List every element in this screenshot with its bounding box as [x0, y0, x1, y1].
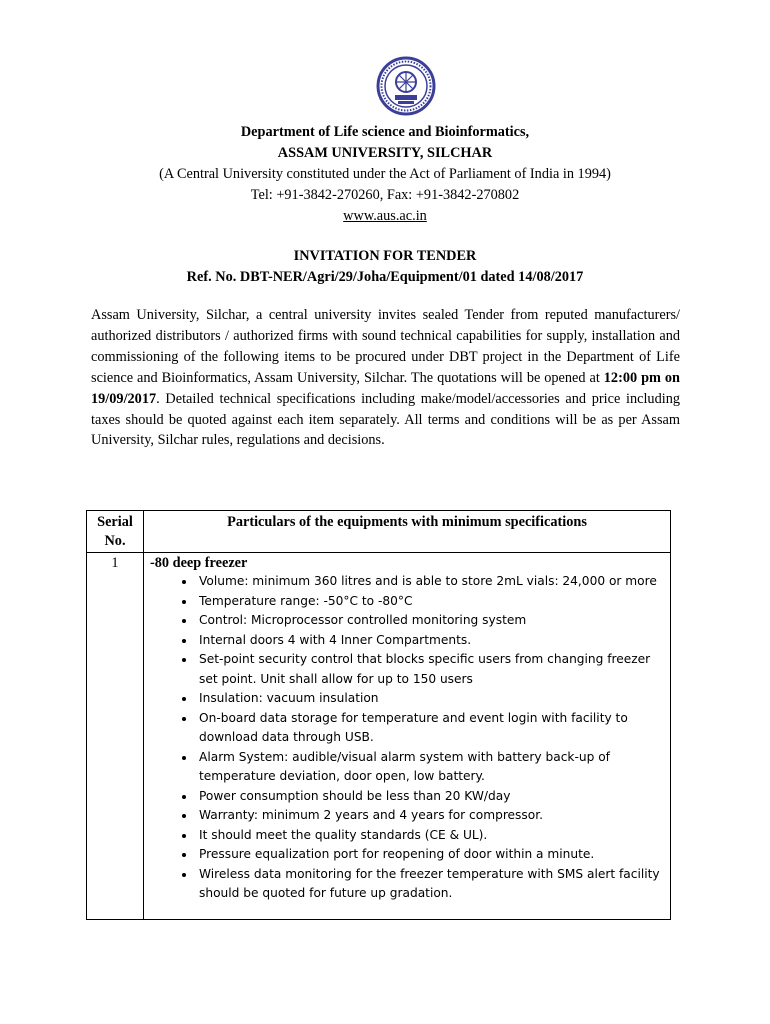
university-name: ASSAM UNIVERSITY, SILCHAR	[277, 145, 493, 161]
equipment-table	[86, 510, 671, 920]
spec-item: • Temperature range: -50°C to -80°C	[196, 592, 664, 612]
spec-item: • Set-point security control that blocks specific users from changing freezer set point. Unit shall allow for up to 150 users	[196, 650, 664, 689]
document-header	[0, 122, 770, 227]
spec-item: • Pressure equalization port for reopening of door within a minute.	[196, 845, 664, 865]
table-row	[87, 553, 671, 920]
intro-text-part2: . Detailed technical specifications including make/model/accessories and price including taxes should be quoted against each item separately. All terms and conditions will be as per Assam University, Silchar rules, regulations and decisions.	[91, 390, 680, 449]
spec-item: • Warranty: minimum 2 years and 4 years for compressor.	[196, 806, 664, 826]
constitution-note: (A Central University constituted under the Act of Parliament of India in 1994)	[159, 166, 611, 182]
spec-item: • Volume: minimum 360 litres and is able to store 2mL vials: 24,000 or more	[196, 572, 664, 592]
spec-item: • Wireless data monitoring for the freezer temperature with SMS alert facility should be quoted for future up gradation.	[196, 865, 664, 904]
spec-item: • Insulation: vacuum insulation	[196, 689, 664, 709]
intro-text-part1: Assam University, Silchar, a central university invites sealed Tender from reputed manufacturers/ authorized distributors / authorized firms with sound technical capabilities for supply, installation and commissioning of the following items to be procured under DBT project in the Department of Life science and Bioinformatics, Assam University, Silchar. The quotations will be opened at	[91, 307, 680, 386]
spec-item: • Internal doors 4 with 4 Inner Compartments.	[196, 631, 664, 651]
intro-paragraph	[91, 305, 680, 451]
contact-line: Tel: +91-3842-270260, Fax: +91-3842-270802	[250, 187, 520, 203]
spec-item: • It should meet the quality standards (CE & UL).	[196, 826, 664, 846]
item-name: -80 deep freezer	[150, 555, 248, 571]
spec-item: • On-board data storage for temperature and event login with facility to download data through USB.	[196, 709, 664, 748]
opening-time: 12:00 pm on 19/09/2017	[91, 369, 681, 407]
spec-item: • Alarm System: audible/visual alarm system with battery back-up of temperature deviation, door open, low battery.	[196, 748, 664, 787]
table-header-row	[87, 511, 671, 553]
serial-cell: 1	[87, 553, 144, 920]
spec-item: • Control: Microprocessor controlled monitoring system	[196, 611, 664, 631]
website-link[interactable]: www.aus.ac.in	[343, 208, 427, 224]
reference-number: Ref. No. DBT-NER/Agri/29/Joha/Equipment/01 dated 14/08/2017	[186, 269, 584, 285]
tender-heading: INVITATION FOR TENDER	[293, 248, 477, 264]
serial-column-header: Serial No.	[87, 511, 144, 553]
tender-title-block	[0, 246, 770, 288]
department-name: Department of Life science and Bioinformatics,	[240, 124, 530, 140]
spec-list	[150, 572, 664, 904]
spec-item: • Power consumption should be less than 20 KW/day	[196, 787, 664, 807]
particulars-cell	[144, 553, 671, 920]
particulars-column-header: Particulars of the equipments with minimum specifications	[144, 511, 671, 553]
university-seal-logo	[376, 56, 436, 116]
